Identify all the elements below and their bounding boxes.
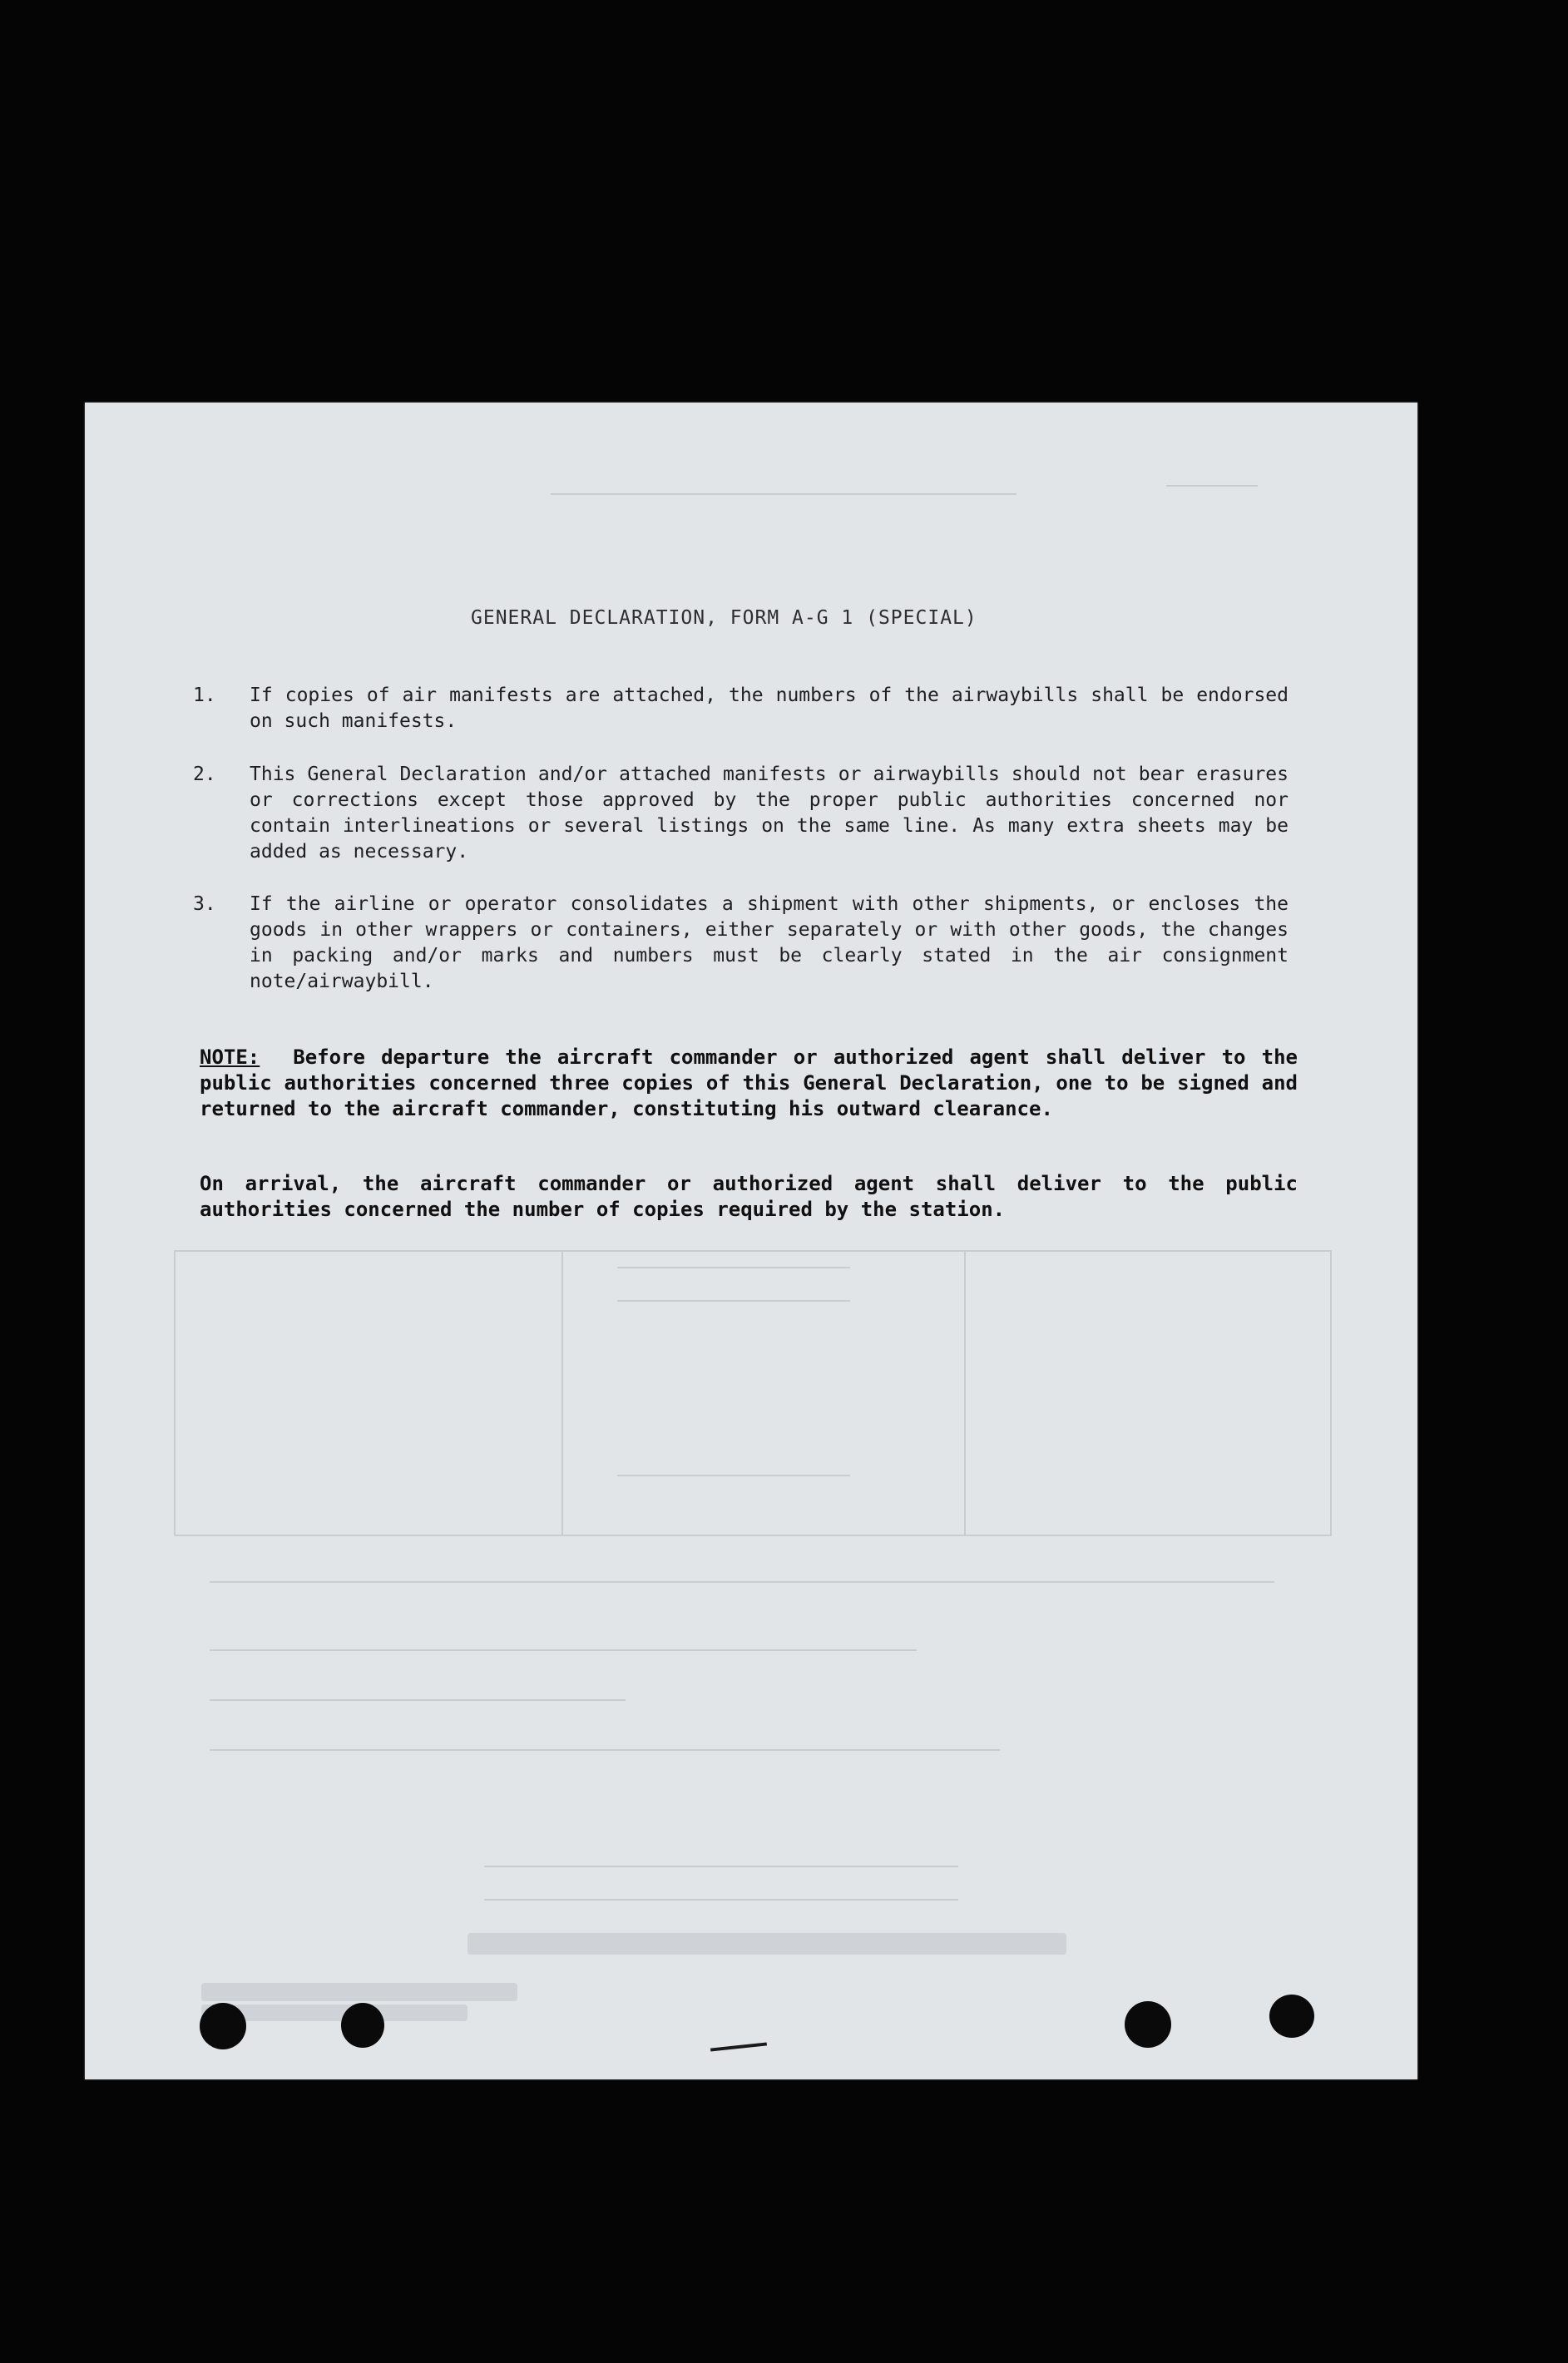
document-page — [85, 403, 1417, 2079]
note-paragraph — [200, 1045, 1298, 1122]
arrival-paragraph — [200, 1171, 1298, 1223]
item-number: 2. — [193, 764, 216, 785]
item-number: 3. — [193, 893, 216, 915]
note-label: NOTE: — [200, 1046, 260, 1069]
item-text: This General Declaration and/or attached manifests or airwaybills should not bear erasures or corrections except those approved by the proper public authorities concerned nor contain interlineations or several listings on the same line. As many extra sheets may be added as necessary. — [250, 764, 1289, 863]
item-text: If the airline or operator consolidates a shipment with other shipments, or encloses the goods in other wrappers or containers, either separately or with other goods, the changes in packing and/or marks and numbers must be clearly stated in the air consignment note/airwaybill. — [250, 893, 1289, 992]
document-title: GENERAL DECLARATION, FORM A-G 1 (SPECIAL) — [471, 607, 977, 629]
item-text: If copies of air manifests are attached, the numbers of the airwaybills shall be endorsed on such manifests. — [250, 685, 1289, 732]
reverse-side-bleed-through — [85, 403, 1417, 2079]
punch-hole — [1125, 2001, 1171, 2048]
arrival-text: On arrival, the aircraft commander or authorized agent shall deliver to the public authorities concerned the number of copies required by the station. — [200, 1172, 1298, 1221]
punch-hole — [200, 2003, 246, 2049]
note-text: Before departure the aircraft commander or authorized agent shall deliver to the public authorities concerned three copies of this General Declaration, one to be signed and returned to the aircraft commander, constituting his outward clearance. — [200, 1046, 1298, 1120]
punch-hole — [1269, 1995, 1314, 2038]
punch-hole — [341, 2003, 384, 2048]
item-number: 1. — [193, 685, 216, 706]
